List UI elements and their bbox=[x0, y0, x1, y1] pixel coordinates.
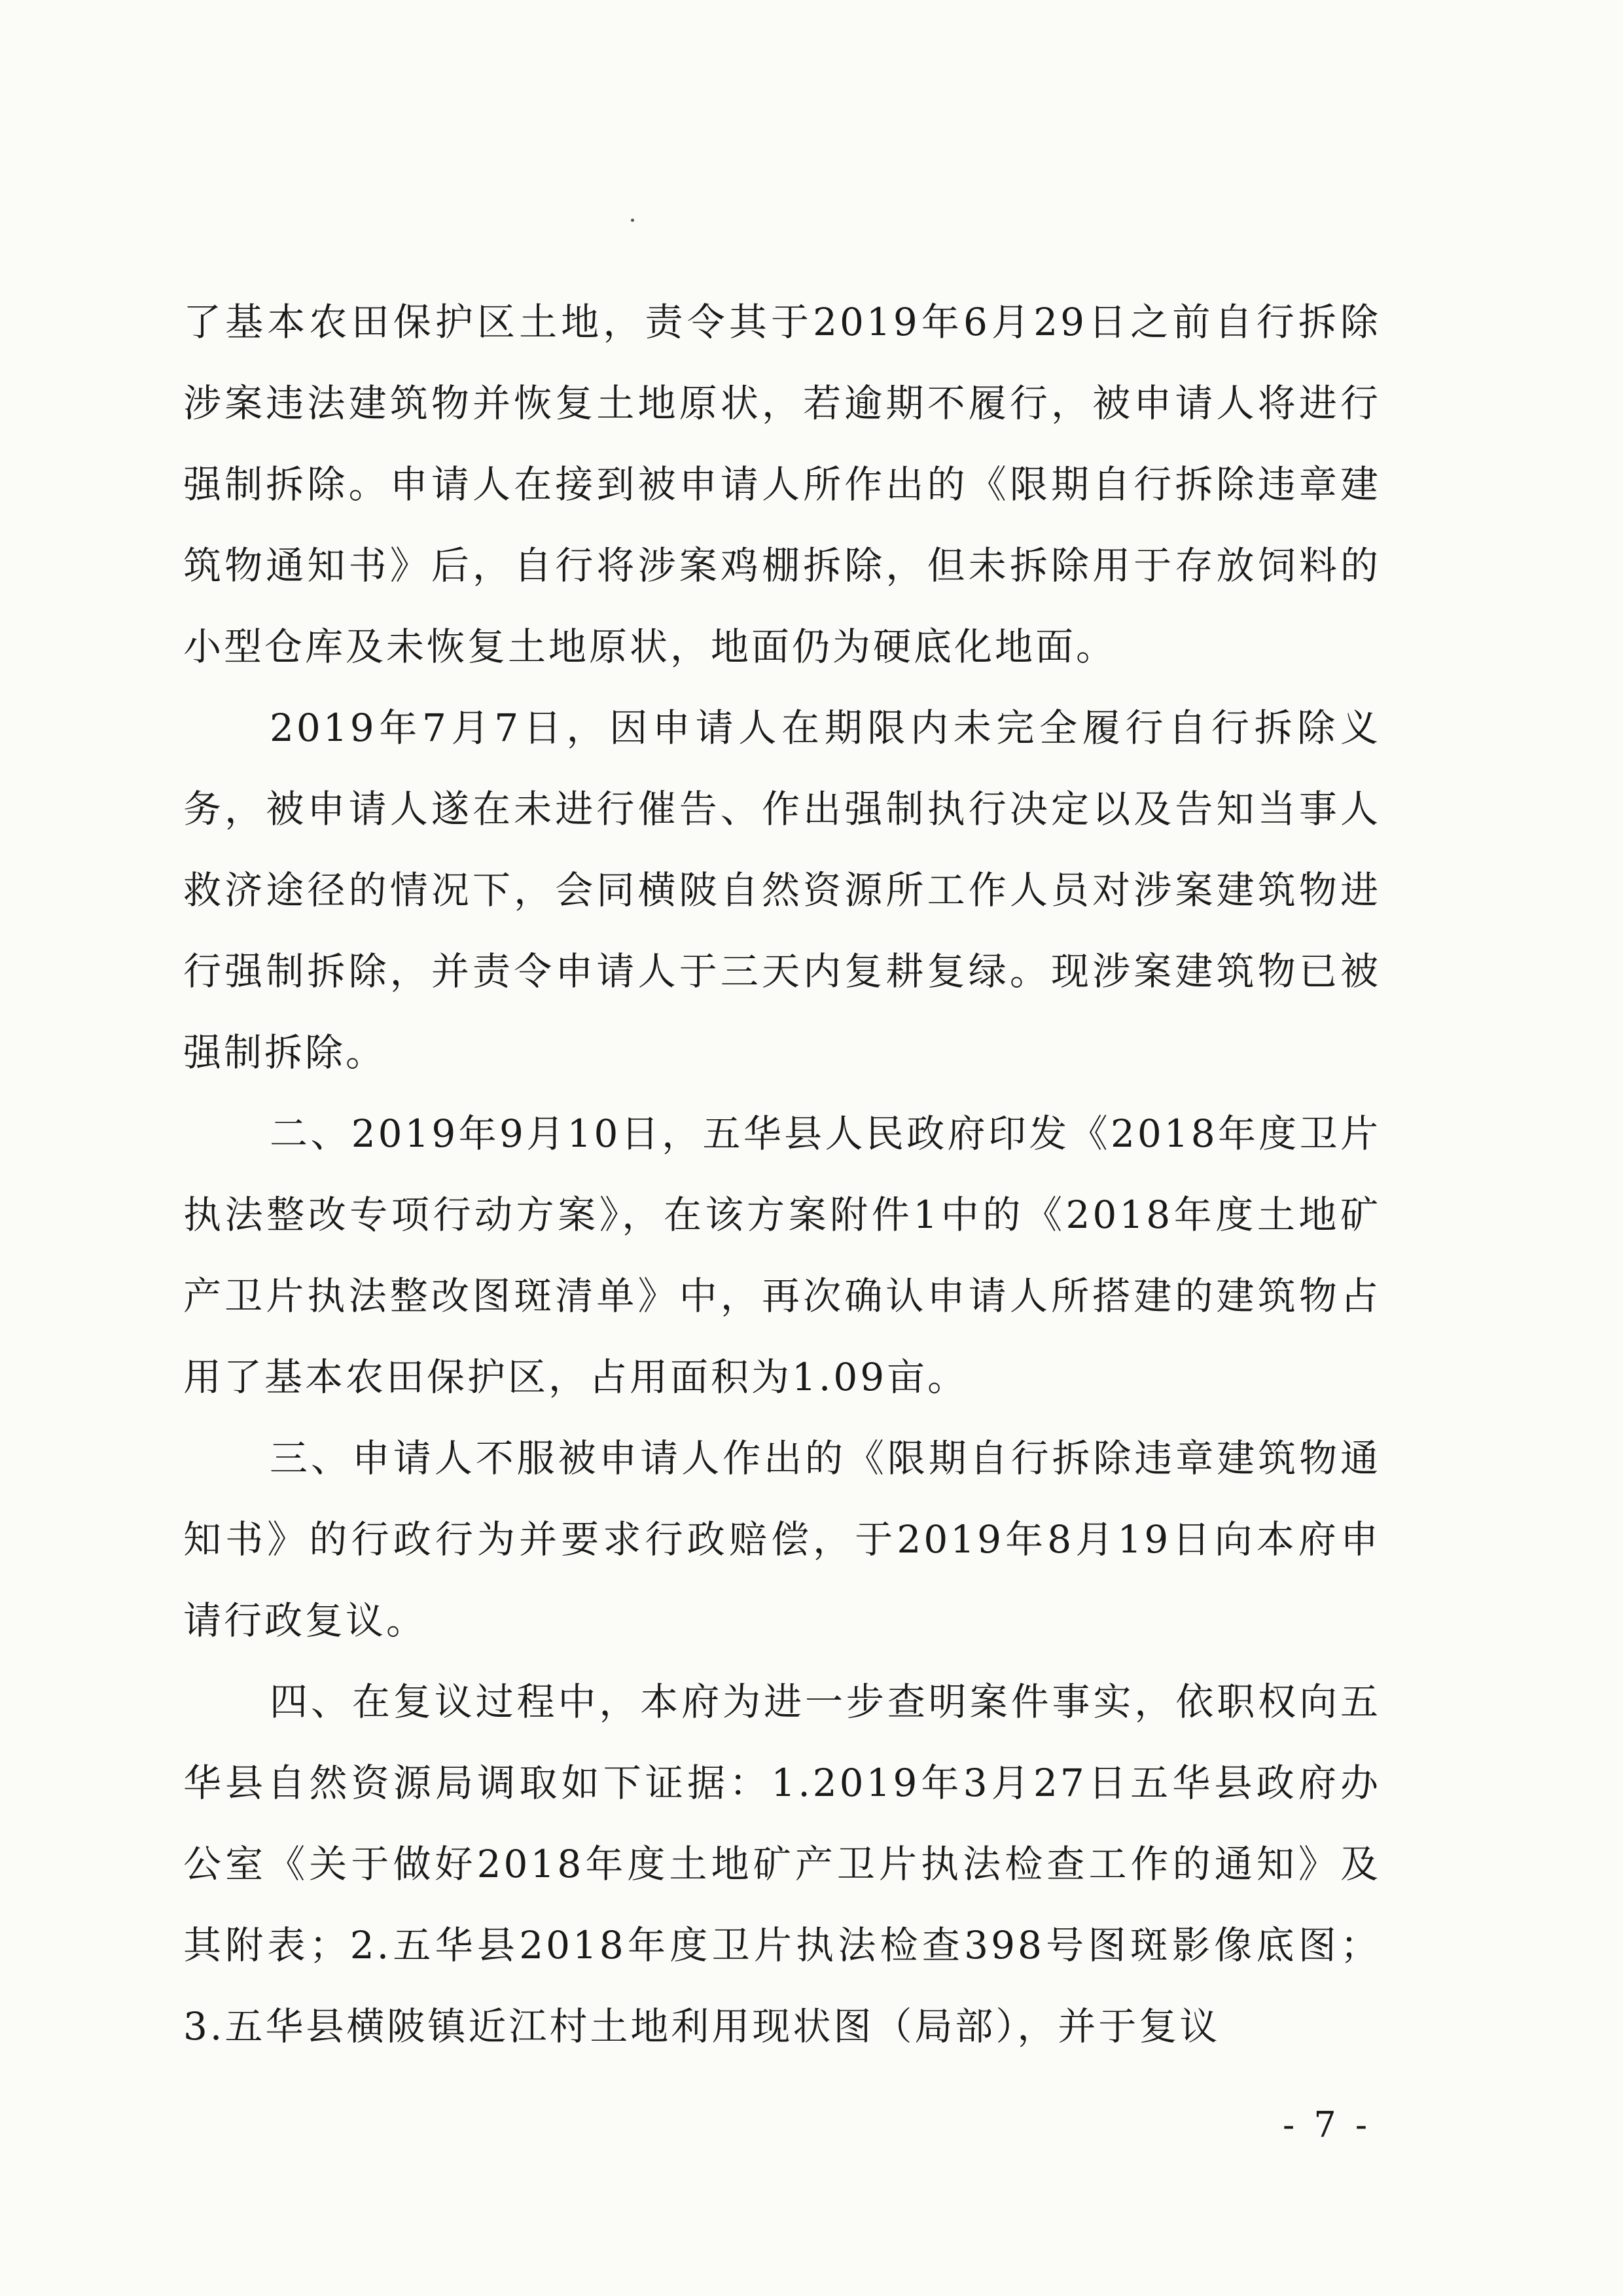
paragraph-section-two: 二、2019年9月10日，五华县人民政府印发《2018年度卫片执法整改专项行动方案》，在该方案附件1中的《2018年度土地矿产卫片执法整改图斑清单》中，再次确认申请人所搭建的建筑物占用了基本农田保护区，占用面积为1.09亩。 bbox=[183, 1111, 1381, 1399]
paragraph-section-four: 四、在复议过程中，本府为进一步查明案件事实，依职权向五华县自然资源局调取如下证据：1.2019年3月27日五华县政府办公室《关于做好2018年度土地矿产卫片执法检查工作的通知》及其附表；2.五华县2018年度卫片执法检查398号图斑影像底图；3.五华县横陂镇近江村土地利用现状图（局部），并于复议 bbox=[183, 1679, 1381, 2049]
page-number: - 7 - bbox=[1283, 2104, 1372, 2145]
paragraph-section-three: 三、申请人不服被申请人作出的《限期自行拆除违章建筑物通知书》的行政行为并要求行政赔偿，于2019年8月19日向本府申请行政复议。 bbox=[183, 1436, 1381, 1643]
paragraph-continuation: 了基本农田保护区土地，责令其于2019年6月29日之前自行拆除涉案违法建筑物并恢复土地原状，若逾期不履行，被申请人将进行强制拆除。申请人在接到被申请人所作出的《限期自行拆除违章建筑物通知书》后，自行将涉案鸡棚拆除，但未拆除用于存放饲料的小型仓库及未恢复土地原状，地面仍为硬底化地面。 bbox=[183, 300, 1381, 669]
paragraph-forced-demolition: 2019年7月7日，因申请人在期限内未完全履行自行拆除义务，被申请人遂在未进行催告、作出强制执行决定以及告知当事人救济途径的情况下，会同横陂自然资源所工作人员对涉案建筑物进行强制拆除，并责令申请人于三天内复耕复绿。现涉案建筑物已被强制拆除。 bbox=[183, 706, 1381, 1075]
document-body bbox=[183, 281, 1381, 2067]
scan-speck bbox=[631, 219, 634, 222]
